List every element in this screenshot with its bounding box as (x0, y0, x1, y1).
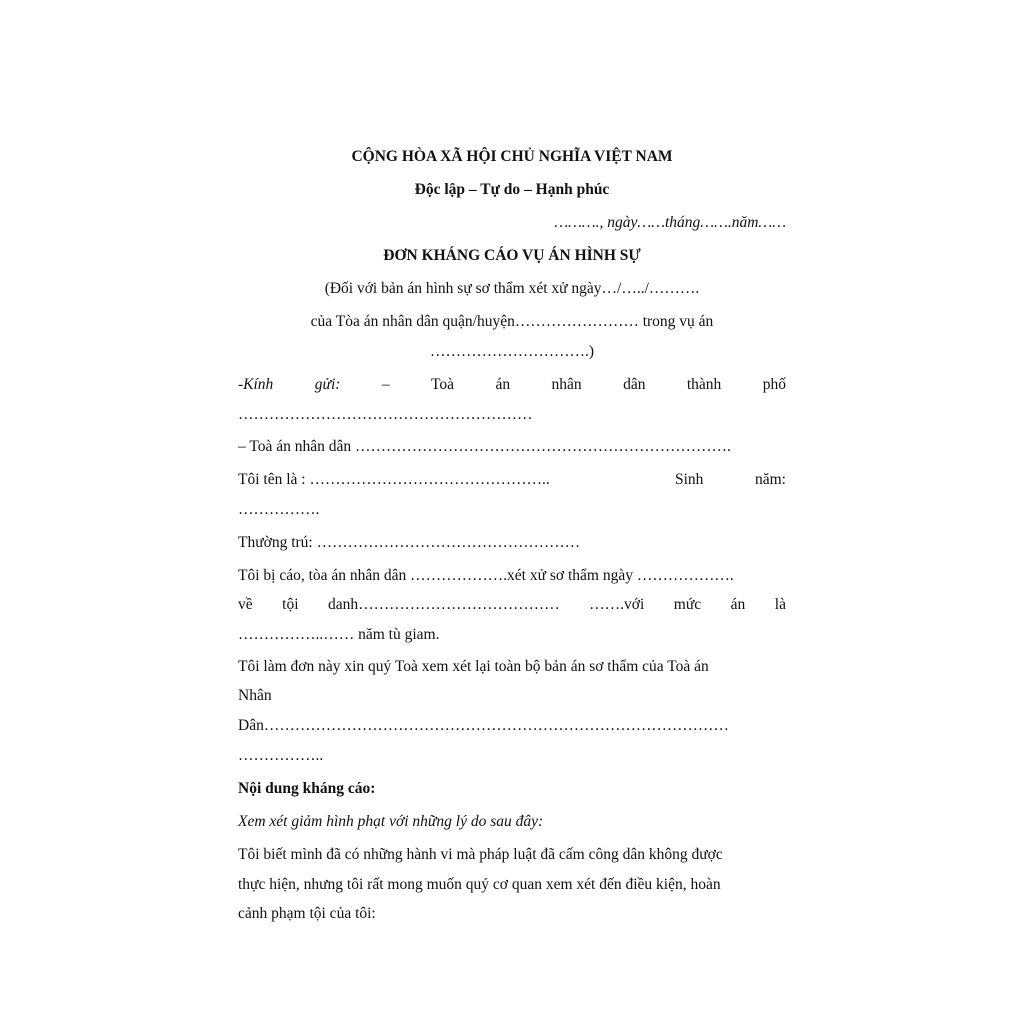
case-word: án (730, 596, 746, 613)
kinh-gui-word: -Kính (238, 376, 274, 393)
kinh-gui-word: Toà (431, 376, 455, 393)
applicant-name-label: Tôi tên là : ……………………………………….. (238, 471, 550, 488)
kinh-gui-word: án (495, 376, 511, 393)
case-line-2 (238, 595, 786, 615)
case-word: là (774, 596, 786, 613)
title-sub-line-2: của Tòa án nhân dân quận/huyện…………………… trong vụ án (310, 313, 714, 330)
kinh-gui-word: phố (762, 376, 786, 393)
kinh-gui-line (238, 375, 786, 395)
birth-year-word: Sinh (675, 471, 704, 488)
request-line-2: Nhân (238, 687, 272, 704)
kinh-gui-word: nhân (551, 376, 582, 393)
appeal-body-line-2: thực hiện, nhưng tôi rất mong muốn quý cơ quan xem xét đến điều kiện, hoàn (238, 876, 721, 893)
birth-year-word: năm: (755, 471, 786, 488)
appeal-body-line-3: cảnh phạm tội của tôi: (238, 905, 376, 922)
case-word: danh………………………………… (328, 596, 560, 613)
motto: Độc lập – Tự do – Hạnh phúc (414, 181, 610, 198)
request-line-3: Dân……………………………………………………………………………… (238, 717, 729, 734)
request-line-4: …………….. (238, 747, 324, 764)
title-sub-line-1: (Đối với bản án hình sự sơ thẩm xét xử ngày…/…../………. (324, 280, 700, 297)
case-word: tội (282, 596, 299, 613)
request-line-1: Tôi làm đơn này xin quý Toà xem xét lại toàn bộ bản án sơ thẩm của Toà án (238, 658, 709, 675)
appeal-body-line-1: Tôi biết mình đã có những hành vi mà pháp luật đã cấm công dân không được (238, 846, 723, 863)
kinh-gui-word: gửi: (314, 376, 341, 393)
kinh-gui-continuation: ………………………………………………… (238, 406, 533, 423)
birth-year-continuation: ……………. (238, 501, 320, 518)
recipient-second: – Toà án nhân dân ………………………………………………………………. (238, 438, 731, 455)
kinh-gui-word: dân (623, 376, 646, 393)
nation-heading: CỘNG HÒA XÃ HỘI CHỦ NGHĨA VIỆT NAM (351, 148, 673, 165)
document-title: ĐƠN KHÁNG CÁO VỤ ÁN HÌNH SỰ (383, 247, 641, 264)
appeal-reason-intro: Xem xét giảm hình phạt với những lý do sau đây: (238, 813, 544, 830)
kinh-gui-word: – (381, 376, 390, 393)
case-line-3: ……………..…… năm tù giam. (238, 626, 440, 643)
kinh-gui-word: thành (686, 376, 722, 393)
case-line-1: Tôi bị cáo, tòa án nhân dân ……………….xét xử sơ thẩm ngày ………………. (238, 567, 734, 584)
title-sub-line-3: ………………………….) (429, 343, 595, 360)
case-word: về (238, 596, 253, 613)
appeal-content-heading: Nội dung kháng cáo: (238, 780, 376, 797)
residence-line: Thường trú: …………………………………………… (238, 534, 581, 551)
case-word: …….với (589, 596, 645, 613)
case-word: mức (673, 596, 702, 613)
date-line: ………., ngày……tháng…….năm…… (554, 214, 786, 231)
applicant-name-line (238, 470, 786, 490)
